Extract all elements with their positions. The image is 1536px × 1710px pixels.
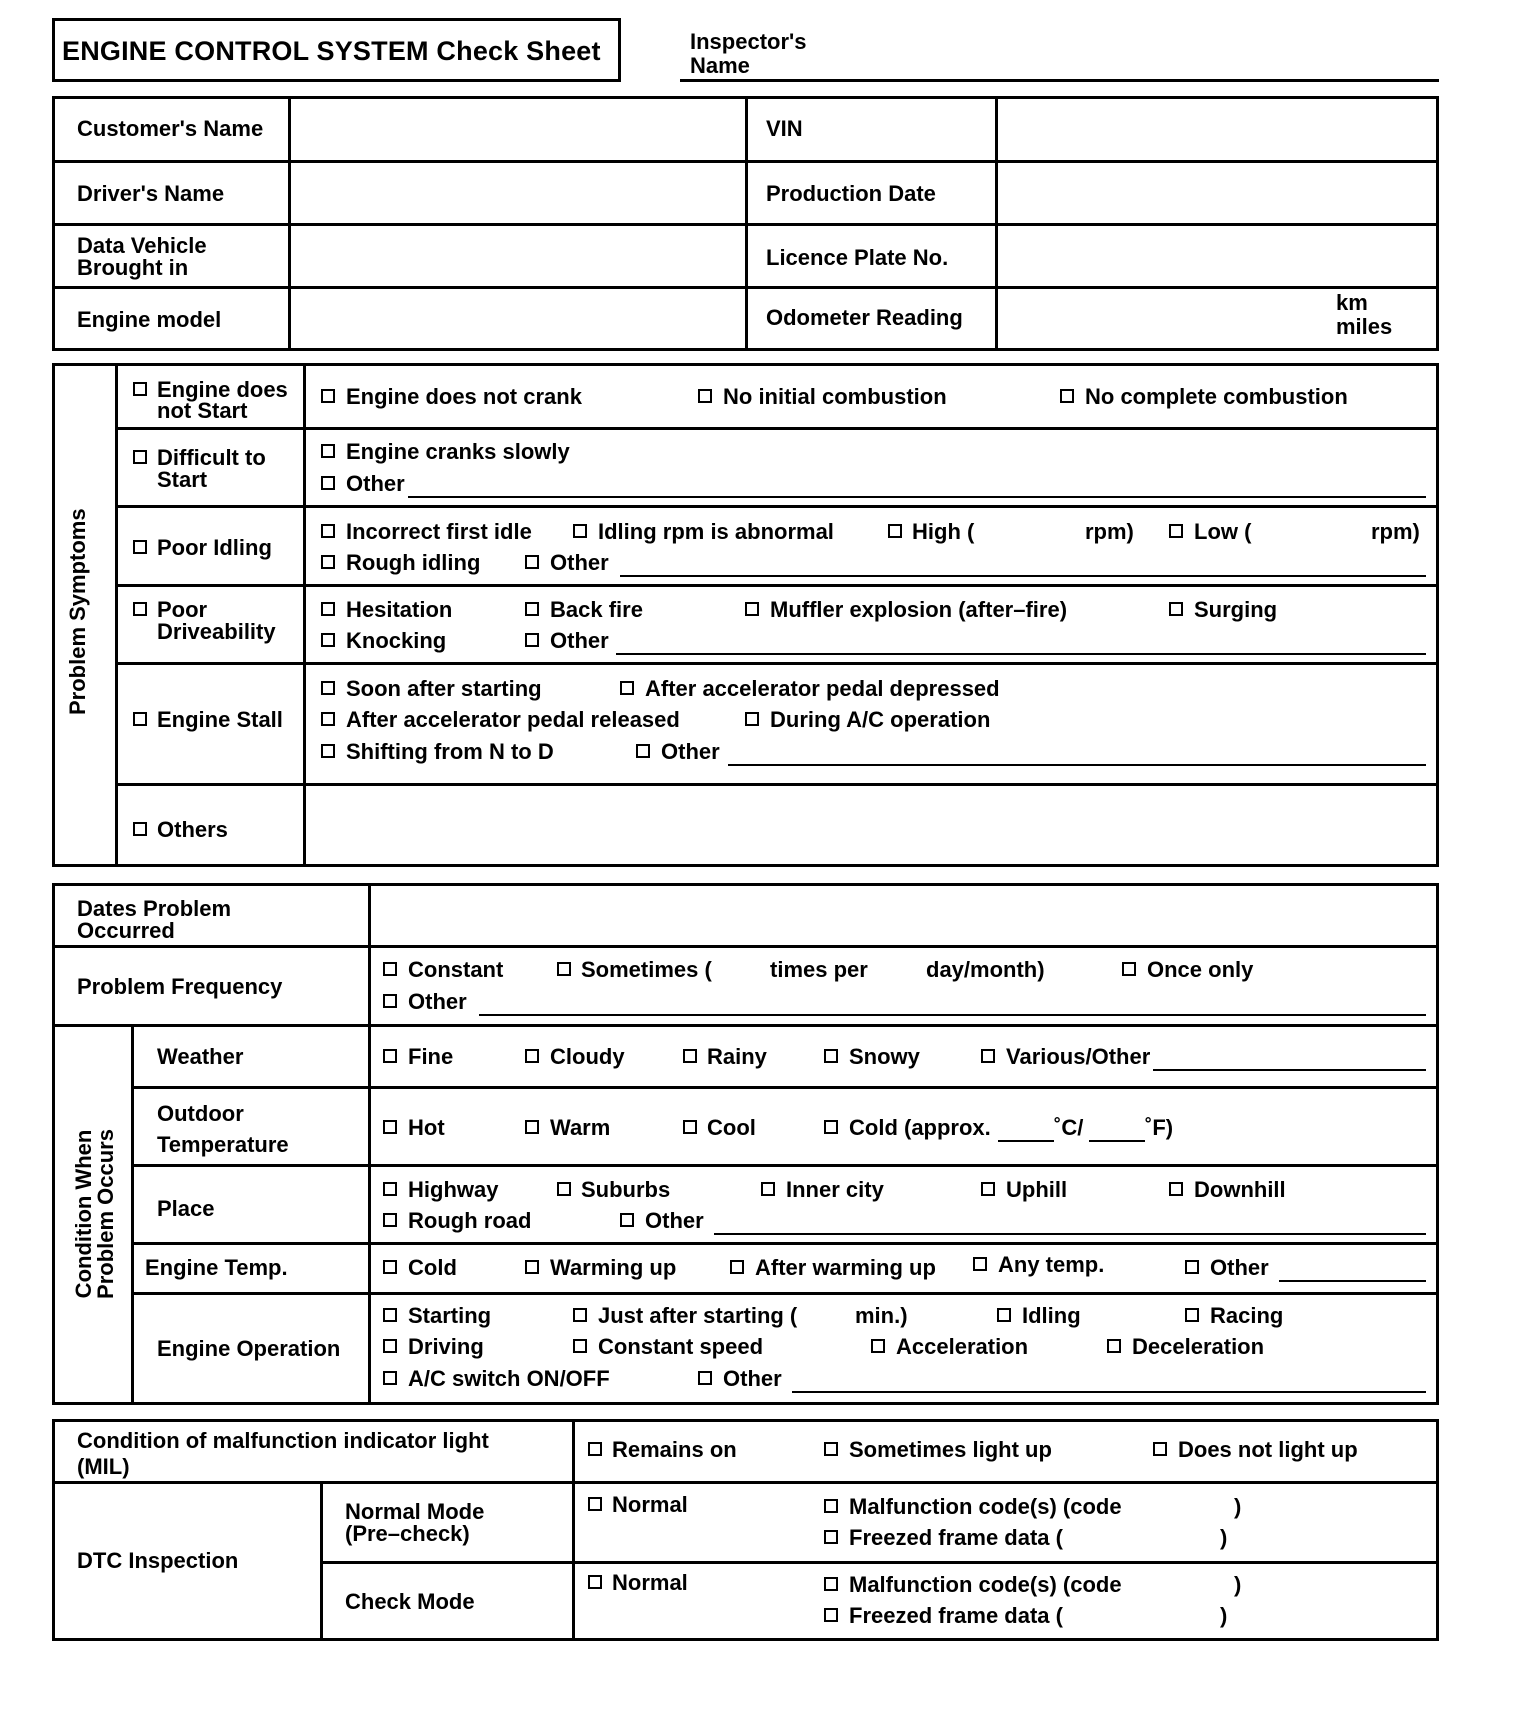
- soon-after-label: Soon after starting: [346, 676, 542, 701]
- hot-label: Hot: [408, 1115, 445, 1140]
- customer-name-field[interactable]: [292, 99, 742, 159]
- engine-not-start-label: Engine does: [157, 377, 288, 402]
- knocking-label: Knocking: [346, 628, 447, 653]
- malfunction-pre-label: Malfunction code(s) (code: [849, 1494, 1122, 1519]
- cool-checkbox[interactable]: [683, 1120, 697, 1134]
- poor-idling-label: Poor Idling: [157, 535, 272, 560]
- engine-not-start-label-2: not Start: [157, 398, 248, 423]
- frequency-other-field[interactable]: [479, 1014, 1426, 1016]
- any-temp-checkbox[interactable]: [973, 1257, 987, 1271]
- cold-checkbox[interactable]: [383, 1260, 397, 1274]
- normal-mode-label: Normal Mode: [345, 1499, 485, 1524]
- normal-check-checkbox[interactable]: [588, 1575, 602, 1589]
- ac-switch-checkbox[interactable]: [383, 1371, 397, 1385]
- rough-road-label: Rough road: [408, 1208, 532, 1233]
- inner-city-checkbox[interactable]: [761, 1182, 775, 1196]
- page-title: ENGINE CONTROL SYSTEM Check Sheet: [62, 36, 601, 66]
- temp-other-field[interactable]: [1279, 1280, 1426, 1282]
- engine-stall-checkbox[interactable]: [133, 712, 147, 726]
- temp-other-checkbox[interactable]: [1185, 1260, 1199, 1274]
- place-other-checkbox[interactable]: [620, 1213, 634, 1227]
- during-ac-checkbox[interactable]: [745, 712, 759, 726]
- high-rpm-checkbox[interactable]: [888, 524, 902, 538]
- cloudy-checkbox[interactable]: [525, 1049, 539, 1063]
- starting-checkbox[interactable]: [383, 1308, 397, 1322]
- cold-approx-checkbox[interactable]: [824, 1120, 838, 1134]
- low-rpm-unit: rpm): [1371, 519, 1420, 544]
- weather-label: Weather: [157, 1044, 244, 1069]
- idling-other-checkbox[interactable]: [525, 555, 539, 569]
- customer-name-label: Customer's Name: [77, 116, 264, 141]
- driveability-other-checkbox[interactable]: [525, 633, 539, 647]
- idling-op-label: Idling: [1022, 1303, 1081, 1328]
- muffler-checkbox[interactable]: [745, 602, 759, 616]
- various-field[interactable]: [1153, 1069, 1426, 1071]
- not-light-label: Does not light up: [1178, 1437, 1358, 1462]
- highway-checkbox[interactable]: [383, 1182, 397, 1196]
- normal-pre-label: Normal: [612, 1492, 688, 1517]
- during-ac-label: During A/C operation: [770, 707, 991, 732]
- remains-on-checkbox[interactable]: [588, 1442, 602, 1456]
- after-warming-label: After warming up: [755, 1255, 936, 1280]
- low-rpm-label: Low (: [1194, 519, 1252, 544]
- freezed-check-close: ): [1220, 1603, 1228, 1628]
- production-date-field[interactable]: [999, 163, 1435, 221]
- inspector-label: Inspector's: [690, 29, 807, 54]
- rough-idling-label: Rough idling: [346, 550, 481, 575]
- difficult-start-checkbox[interactable]: [133, 450, 147, 464]
- driveability-other-field[interactable]: [616, 653, 1426, 655]
- sometimes-light-checkbox[interactable]: [824, 1442, 838, 1456]
- normal-mode-label-2: (Pre–check): [345, 1521, 470, 1546]
- constant-speed-label: Constant speed: [598, 1334, 764, 1359]
- engine-operation-label: Engine Operation: [157, 1336, 341, 1361]
- no-initial-label: No initial combustion: [723, 384, 947, 409]
- idling-other-field[interactable]: [620, 575, 1426, 577]
- just-after-checkbox[interactable]: [573, 1308, 587, 1322]
- malfunction-check-label: Malfunction code(s) (code: [849, 1572, 1122, 1597]
- place-other-field[interactable]: [714, 1233, 1426, 1235]
- stall-other-checkbox[interactable]: [636, 744, 650, 758]
- cool-label: Cool: [707, 1115, 756, 1140]
- after-released-checkbox[interactable]: [321, 712, 335, 726]
- place-other-label: Other: [645, 1208, 704, 1233]
- check-mode-label: Check Mode: [345, 1589, 475, 1614]
- cloudy-label: Cloudy: [550, 1044, 625, 1069]
- high-rpm-unit: rpm): [1085, 519, 1134, 544]
- suburbs-label: Suburbs: [581, 1177, 671, 1202]
- inspector-label-2: Name: [690, 53, 750, 78]
- others-field[interactable]: [307, 787, 1435, 864]
- rainy-checkbox[interactable]: [683, 1049, 697, 1063]
- data-vehicle-label-2: Brought in: [77, 255, 189, 280]
- fine-checkbox[interactable]: [383, 1049, 397, 1063]
- sometimes-checkbox[interactable]: [557, 962, 571, 976]
- others-checkbox[interactable]: [133, 822, 147, 836]
- operation-other-field[interactable]: [792, 1391, 1426, 1393]
- acceleration-label: Acceleration: [896, 1334, 1029, 1359]
- suburbs-checkbox[interactable]: [557, 1182, 571, 1196]
- temp-other-label: Other: [1210, 1255, 1269, 1280]
- frequency-other-label: Other: [408, 989, 467, 1014]
- idling-op-checkbox[interactable]: [997, 1308, 1011, 1322]
- hesitation-checkbox[interactable]: [321, 602, 335, 616]
- dtc-inspection-label: DTC Inspection: [77, 1548, 239, 1573]
- any-temp-label: Any temp.: [998, 1252, 1105, 1277]
- condition-when-label-2: Problem Occurs: [93, 1129, 118, 1299]
- place-label: Place: [157, 1196, 215, 1221]
- incorrect-idle-checkbox[interactable]: [321, 524, 335, 538]
- high-rpm-label: High (: [912, 519, 975, 544]
- shifting-checkbox[interactable]: [321, 744, 335, 758]
- stall-other-label: Other: [661, 739, 720, 764]
- just-after-label: Just after starting (: [598, 1303, 798, 1328]
- vin-label: VIN: [766, 116, 803, 141]
- engine-not-start-checkbox[interactable]: [133, 382, 147, 396]
- malfunction-pre-checkbox[interactable]: [824, 1499, 838, 1513]
- celsius-field[interactable]: [998, 1140, 1054, 1142]
- no-complete-checkbox[interactable]: [1060, 389, 1074, 403]
- engine-model-label: Engine model: [77, 307, 222, 332]
- fahrenheit-field[interactable]: [1089, 1140, 1145, 1142]
- malfunction-check-close: ): [1234, 1572, 1242, 1597]
- once-only-label: Once only: [1147, 957, 1254, 982]
- engine-stall-label: Engine Stall: [157, 707, 283, 732]
- poor-driveability-checkbox[interactable]: [133, 602, 147, 616]
- highway-label: Highway: [408, 1177, 499, 1202]
- operation-other-label: Other: [723, 1366, 782, 1391]
- dates-problem-label-2: Occurred: [77, 918, 175, 943]
- fine-label: Fine: [408, 1044, 454, 1069]
- snowy-label: Snowy: [849, 1044, 920, 1069]
- freezed-pre-close: ): [1220, 1525, 1228, 1550]
- condition-when-label: Condition When: [71, 1129, 96, 1299]
- deceleration-label: Deceleration: [1132, 1334, 1265, 1359]
- times-per-label: times per: [770, 957, 868, 982]
- normal-check-label: Normal: [612, 1570, 688, 1595]
- back-fire-label: Back fire: [550, 597, 643, 622]
- cranks-slowly-checkbox[interactable]: [321, 444, 335, 458]
- warming-up-label: Warming up: [550, 1255, 677, 1280]
- snowy-checkbox[interactable]: [824, 1049, 838, 1063]
- rough-road-checkbox[interactable]: [383, 1213, 397, 1227]
- sometimes-label: Sometimes (: [581, 957, 712, 982]
- problem-frequency-label: Problem Frequency: [77, 974, 283, 999]
- cold-label: Cold: [408, 1255, 457, 1280]
- engine-model-field[interactable]: [292, 289, 742, 348]
- licence-plate-field[interactable]: [999, 226, 1435, 284]
- mil-label-2: (MIL): [77, 1454, 130, 1479]
- freezed-pre-checkbox[interactable]: [824, 1530, 838, 1544]
- stall-other-field[interactable]: [728, 764, 1426, 766]
- no-initial-checkbox[interactable]: [698, 389, 712, 403]
- min-unit: min.): [855, 1303, 908, 1328]
- malfunction-pre-close: ): [1234, 1494, 1242, 1519]
- cranks-slowly-label: Engine cranks slowly: [346, 439, 570, 464]
- surging-checkbox[interactable]: [1169, 602, 1183, 616]
- various-label: Various/Other: [1006, 1044, 1151, 1069]
- freezed-pre-label: Freezed frame data (: [849, 1525, 1063, 1550]
- dates-problem-field[interactable]: [372, 886, 1435, 943]
- cold-approx-label: Cold (approx.: [849, 1115, 991, 1140]
- ac-switch-label: A/C switch ON/OFF: [408, 1366, 610, 1391]
- difficult-other-field[interactable]: [408, 496, 1426, 498]
- poor-idling-checkbox[interactable]: [133, 540, 147, 554]
- idling-abnormal-label: Idling rpm is abnormal: [598, 519, 834, 544]
- various-checkbox[interactable]: [981, 1049, 995, 1063]
- racing-checkbox[interactable]: [1185, 1308, 1199, 1322]
- idling-other-label: Other: [550, 550, 609, 575]
- odometer-label: Odometer Reading: [766, 305, 963, 330]
- no-complete-label: No complete combustion: [1085, 384, 1348, 409]
- downhill-label: Downhill: [1194, 1177, 1286, 1202]
- idling-abnormal-checkbox[interactable]: [573, 524, 587, 538]
- freezed-check-label: Freezed frame data (: [849, 1603, 1063, 1628]
- soon-after-checkbox[interactable]: [321, 681, 335, 695]
- inner-city-label: Inner city: [786, 1177, 884, 1202]
- driving-checkbox[interactable]: [383, 1339, 397, 1353]
- difficult-start-label: Difficult to: [157, 445, 266, 470]
- once-only-checkbox[interactable]: [1122, 962, 1136, 976]
- after-released-label: After accelerator pedal released: [346, 707, 680, 732]
- vin-field[interactable]: [999, 99, 1435, 159]
- driveability-other-label: Other: [550, 628, 609, 653]
- frequency-other-checkbox[interactable]: [383, 994, 397, 1008]
- surging-label: Surging: [1194, 597, 1278, 622]
- mil-label: Condition of malfunction indicator light: [77, 1428, 489, 1453]
- incorrect-idle-label: Incorrect first idle: [346, 519, 532, 544]
- hesitation-label: Hesitation: [346, 597, 453, 622]
- poor-driveability-label: Poor: [157, 597, 208, 622]
- warm-checkbox[interactable]: [525, 1120, 539, 1134]
- starting-label: Starting: [408, 1303, 492, 1328]
- downhill-checkbox[interactable]: [1169, 1182, 1183, 1196]
- shifting-label: Shifting from N to D: [346, 739, 554, 764]
- warm-label: Warm: [550, 1115, 611, 1140]
- odometer-field[interactable]: [999, 289, 1329, 348]
- driving-label: Driving: [408, 1334, 484, 1359]
- operation-other-checkbox[interactable]: [698, 1371, 712, 1385]
- rough-idling-checkbox[interactable]: [321, 555, 335, 569]
- data-vehicle-label: Data Vehicle: [77, 233, 207, 258]
- day-month-label: day/month): [926, 957, 1045, 982]
- constant-checkbox[interactable]: [383, 962, 397, 976]
- after-depressed-checkbox[interactable]: [620, 681, 634, 695]
- celsius-unit: ˚C/: [1054, 1115, 1084, 1140]
- problem-symptoms-label: Problem Symptoms: [65, 508, 90, 715]
- outdoor-temp-label-2: Temperature: [157, 1132, 289, 1157]
- km-unit: km: [1336, 290, 1368, 315]
- acceleration-checkbox[interactable]: [871, 1339, 885, 1353]
- racing-label: Racing: [1210, 1303, 1284, 1328]
- sometimes-light-label: Sometimes light up: [849, 1437, 1052, 1462]
- miles-unit: miles: [1336, 314, 1393, 339]
- driver-name-label: Driver's Name: [77, 181, 225, 206]
- after-warming-checkbox[interactable]: [730, 1260, 744, 1274]
- inspector-name-field[interactable]: [680, 79, 1439, 82]
- not-light-checkbox[interactable]: [1153, 1442, 1167, 1456]
- outdoor-temp-label: Outdoor: [157, 1101, 244, 1126]
- rainy-label: Rainy: [707, 1044, 767, 1069]
- hot-checkbox[interactable]: [383, 1120, 397, 1134]
- malfunction-check-checkbox[interactable]: [824, 1577, 838, 1591]
- constant-label: Constant: [408, 957, 504, 982]
- normal-pre-checkbox[interactable]: [588, 1497, 602, 1511]
- warming-up-checkbox[interactable]: [525, 1260, 539, 1274]
- others-label: Others: [157, 817, 228, 842]
- back-fire-checkbox[interactable]: [525, 602, 539, 616]
- deceleration-checkbox[interactable]: [1107, 1339, 1121, 1353]
- difficult-other-label: Other: [346, 471, 405, 496]
- not-crank-checkbox[interactable]: [321, 389, 335, 403]
- driver-name-field[interactable]: [292, 163, 742, 221]
- freezed-check-checkbox[interactable]: [824, 1608, 838, 1622]
- engine-temp-label: Engine Temp.: [145, 1255, 288, 1280]
- difficult-other-checkbox[interactable]: [321, 476, 335, 490]
- not-crank-label: Engine does not crank: [346, 384, 582, 409]
- after-depressed-label: After accelerator pedal depressed: [645, 676, 1000, 701]
- constant-speed-checkbox[interactable]: [573, 1339, 587, 1353]
- difficult-start-label-2: Start: [157, 467, 208, 492]
- low-rpm-checkbox[interactable]: [1169, 524, 1183, 538]
- poor-driveability-label-2: Driveability: [157, 619, 276, 644]
- production-date-label: Production Date: [766, 181, 936, 206]
- dates-problem-label: Dates Problem: [77, 896, 232, 921]
- remains-on-label: Remains on: [612, 1437, 737, 1462]
- data-vehicle-field[interactable]: [292, 226, 742, 284]
- muffler-label: Muffler explosion (after–fire): [770, 597, 1068, 622]
- uphill-checkbox[interactable]: [981, 1182, 995, 1196]
- licence-plate-label: Licence Plate No.: [766, 245, 949, 270]
- uphill-label: Uphill: [1006, 1177, 1068, 1202]
- knocking-checkbox[interactable]: [321, 633, 335, 647]
- fahrenheit-unit: ˚F): [1145, 1115, 1174, 1140]
